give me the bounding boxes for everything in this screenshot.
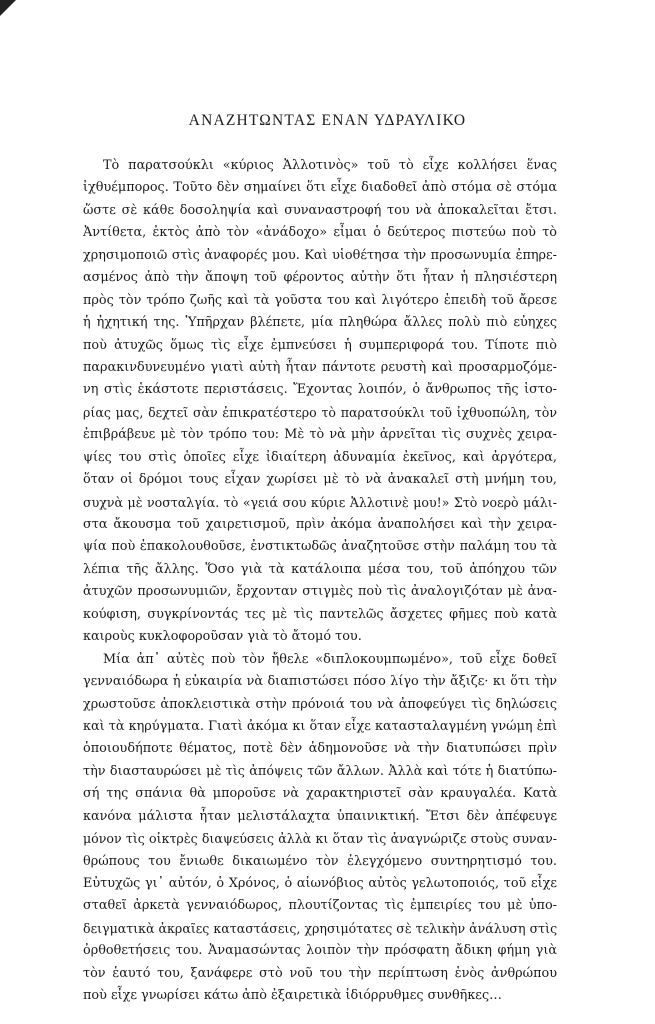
text-line: κανόνα μάλιστα ἦταν μελιστάλαχτα ὑπαινικτική. Ἔτσι δὲν ἀπέφευγε <box>83 808 557 824</box>
text-line: ψία ποὺ ἐπακολουθοῦσε, ἐνστικτωδῶς ἀναζητοῦσε στὴν παλάμη του τὰ <box>83 539 557 555</box>
page-corner-mark <box>0 0 16 16</box>
text-line: θρώπους του ἔνιωθε δικαιωμένο τὸν ἐλεγχόμενο συντηρητισμό του. <box>83 853 557 869</box>
chapter-title: ΑΝΑΖΗΤΩΝΤΑΣ ΕΝΑΝ ΥΔΡΑΥΛΙΚΟ <box>188 112 467 129</box>
text-line: συχνὰ μὲ νοσταλγία. τὸ «γειά σου κύριε Ἀλλοτινὲ μου!» Στὸ νοερὸ μάλι- <box>83 494 557 510</box>
text-line: Τὸ παρατσούκλι «κύριος Ἀλλοτινὸς» τοῦ τὸ εἶχε κολλήσει ἕνας <box>103 158 557 173</box>
text-line: τὴν διασταυρώσει μὲ τὶς ἀπόψεις τῶν ἄλλων. Ἀλλὰ καὶ τότε ἡ διατύπω- <box>83 763 557 779</box>
text-line: χρησιμοποιῶ στὶς ἀναφορές μου. Καὶ υἱοθέτησα τὴν προσωνυμία ἐπηρε- <box>83 247 557 263</box>
text-line: γενναιόδωρα ἡ εὐκαιρία νὰ διαπιστώσει πόσο λίγο τὴν ἄξιζε· κι ὅτι τὴν <box>83 674 557 690</box>
text-line: παρακινδυνευμένο γιατὶ αὐτὴ ἦταν πάντοτε ρευστὴ καὶ προσαρμοζόμε- <box>83 359 557 375</box>
text-line: καὶ τὰ κηρύγματα. Γιατὶ ἀκόμα κι ὅταν εἶχε κατασταλαγμένη γνώμη ἐπὶ <box>83 718 557 734</box>
text-line: στα ἄκουσμα τοῦ χαιρετισμοῦ, πρὶν ἀκόμα ἀναπολήσει καὶ τὴν χειρα- <box>83 517 557 532</box>
text-line: ὥστε σὲ κάθε δοσοληψία καὶ συναναστροφή του νὰ ἀποκαλεῖται ἔτσι. <box>83 202 557 218</box>
text-line: τὸν ἑαυτό του, ξανάφερε στὸ νοῦ του τὴν περίπτωση ἑνὸς ἀνθρώπου <box>83 965 557 981</box>
text-line: ἐπιβράβευε μὲ τὸν τρόπο του: Μὲ τὸ νὰ μὴν ἀρνεῖται τὶς συχνὲς χειρα- <box>83 427 557 443</box>
text-line: δειγματικὰ ἀκραῖες καταστάσεις, χρησιμότατες σὲ τελικὴν ἀνάλυση στὶς <box>83 920 558 936</box>
text-line: ἰχθυέμπορος. Τοῦτο δὲν σημαίνει ὅτι εἶχε διαδοθεῖ ἀπὸ στόμα σὲ στόμα <box>83 180 557 196</box>
text-line: σταθεῖ ἀρκετὰ γενναιόδωρος, πλουτίζοντας τὶς ἐμπειρίες του μὲ ὑπο- <box>83 898 557 914</box>
text-line: ποὺ ἀτυχῶς ὅμως τὶς εἶχε ἐμπνεύσει ἡ συμπεριφορά του. Τίποτε πιὸ <box>83 337 557 353</box>
text-line: μόνον τὶς οἰκτρὲς διαψεύσεις ἀλλὰ κι ὅταν τὶς ἀναγνώριζε στοὺς συναν- <box>83 831 557 847</box>
text-line: ὁποιουδήποτε θέματος, ποτὲ δὲν ἀδημονοῦσε νὰ τὴν διατυπώσει πρὶν <box>83 741 557 757</box>
text-line: ποὺ εἶχε γνωρίσει κάτω ἀπὸ ἐξαιρετικὰ ἰδιόρρυθμες συνθῆκες… <box>83 988 502 1004</box>
text-line: Μία ἀπ᾽ αὐτὲς ποὺ τὸν ἤθελε «διπλοκουμπωμένο», τοῦ εἶχε δοθεῖ <box>103 651 557 667</box>
text-line: κούφιση, συγκρίνοντάς τες μὲ τὶς παντελῶς ἄσχετες φῆμες ποὺ κατὰ <box>83 606 557 622</box>
body-text <box>83 155 557 1008</box>
text-line: Εὐτυχῶς γι᾽ αὐτόν, ὁ Χρόνος, ὁ αἰωνόβιος αὐτὸς γελωτοποιός, τοῦ εἶχε <box>83 876 557 891</box>
text-line: σή της σπάνια θὰ μποροῦσε νὰ χαρακτηριστεῖ σὰν κραυγαλέα. Κατὰ <box>83 786 557 802</box>
text-line: χρωστοῦσε ἀποκλειστικὰ στὴν πρόνοιά του νὰ ἀποφεύγει τὶς δηλώσεις <box>83 696 557 712</box>
text-line: ρίας μας, δεχτεῖ σὰν ἐπικρατέστερο τὸ παρατσούκλι τοῦ ἰχθυοπώλη, τὸν <box>83 404 557 420</box>
text-line: ασμένος ἀπὸ τὴν ἄποψη τοῦ φέροντος αὐτὴν ὅτι ἦταν ἡ πλησιέστερη <box>83 270 557 286</box>
text-line: ὅταν οἱ δρόμοι τους εἶχαν χωρίσει μὲ τὸ νὰ ἀνακαλεῖ στὴ μνήμη του, <box>83 472 557 488</box>
text-line: ὀρθοθετήσεις του. Ἀναμασώντας λοιπὸν τὴν πρόσφατη ἄδικη φήμη γιὰ <box>83 943 557 959</box>
text-line: ἀτυχῶν προσωνυμιῶν, ἔρχονταν στιγμὲς ποὺ τὶς ἀναλογιζόταν μὲ ἀνα- <box>83 584 557 600</box>
text-line: λέπια τῆς ἄλλης. Ὅσο γιὰ τὰ κατάλοιπα μέσα του, τοῦ ἀπόηχου τῶν <box>83 561 557 577</box>
text-line: νη στὶς ἑκάστοτε περιστάσεις. Ἔχοντας λοιπόν, ὁ ἄνθρωπος τῆς ἱστο- <box>83 382 557 398</box>
text-line: ἡ ἠχητική της. Ὑπῆρχαν βλέπετε, μία πληθώρα ἄλλες πολὺ πιὸ εὐηχες <box>83 315 557 331</box>
text-line: πρὸς τὸν τρόπο ζωῆς καὶ τὰ γοῦστα του καὶ λιγότερο ἐπειδὴ τοῦ ἄρεσε <box>83 292 557 308</box>
text-line: ψίες του στὶς ὁποῖες εἶχε ἰδιαίτερη ἀδυναμία ἐκεῖνος, καὶ ἀργότερα, <box>83 449 557 465</box>
text-line: Ἀντίθετα, ἐκτὸς ἀπὸ τὸν «ἀνάδοχο» εἶμαι ὁ δεύτερος πιστεύω ποὺ τὸ <box>83 225 557 241</box>
text-line: καιροὺς κυκλοφοροῦσαν γιὰ τὸ ἄτομό του. <box>83 629 362 645</box>
